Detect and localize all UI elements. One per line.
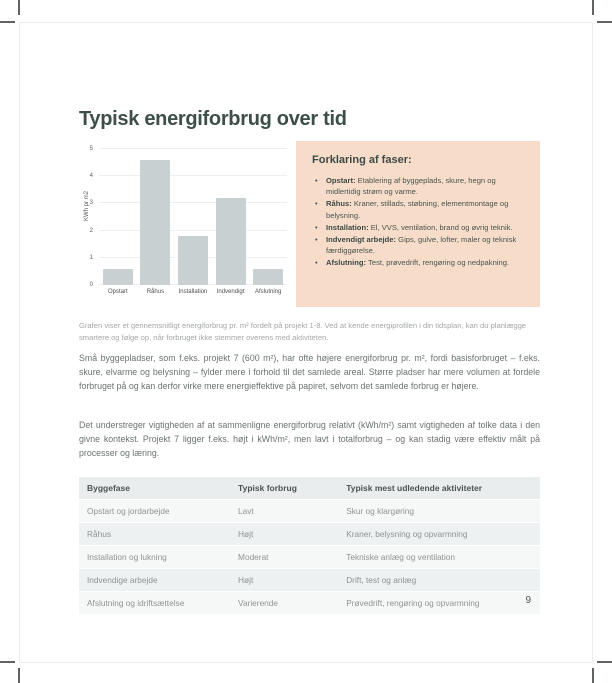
chart-plot <box>99 149 287 285</box>
table-cell: Skur og klargøring <box>338 500 540 522</box>
phase-list-item-label: Opstart: <box>326 176 356 185</box>
bar-slot <box>249 149 287 285</box>
chart-y-tick-label: 4 <box>89 173 93 180</box>
chart-gridline <box>99 202 287 203</box>
chart-y-tick-label: 2 <box>89 227 93 234</box>
table-cell: Kraner, belysning og opvarmning <box>338 523 540 545</box>
chart-y-tick-label: 3 <box>89 200 93 207</box>
chart-caption: Grafen viser et gennemsnitligt energiforbrug pr. m² fordelt på projekt 1-8. Ved at kende energiprofilen i din tidsplan, kan du planlægge smartere og følge op, når forbruget ikke stemmer overens med aktiviteten. <box>79 320 527 343</box>
explanation-box-title: Forklaring af faser: <box>312 154 412 166</box>
document-page <box>19 22 593 663</box>
bar-slot <box>174 149 212 285</box>
phase-list-item-label: Indvendigt arbejde: <box>326 235 397 245</box>
bar-slot <box>137 149 175 285</box>
chart-y-tick-label: 1 <box>89 254 93 261</box>
chart-y-tick-label: 0 <box>89 282 93 288</box>
page-number: 9 <box>525 595 531 606</box>
phase-table-head <box>79 477 540 499</box>
table-cell: Lavt <box>230 500 338 522</box>
phase-list-item: • Råhus: Kraner, stillads, støbning, elementmontage og belysning. <box>326 198 524 220</box>
crop-mark-top-right-horizontal <box>597 21 612 23</box>
bar-slot <box>99 149 137 285</box>
table-cell: Afslutning og idriftsættelse <box>79 592 230 614</box>
page-title: Typisk energiforbrug over tid <box>79 108 347 131</box>
table-cell: Råhus <box>79 523 230 545</box>
chart-bars <box>99 149 287 285</box>
table-column-header: Byggefase <box>79 477 230 499</box>
bar-råhus <box>140 160 170 285</box>
energy-bar-chart <box>79 141 291 307</box>
phase-list-item-label: Råhus: <box>326 199 352 209</box>
bar-afslutning <box>253 269 283 285</box>
phase-list-item: • Installation: El, VVS, ventilation, brand og øvrig teknik. <box>326 222 524 233</box>
phase-list-item: • Indvendigt arbejde: Gips, gulve, lofter, maler og teknisk færdiggørelse. <box>326 234 524 256</box>
table-cell: Prøvedrift, rengøring og opvarmning <box>338 592 540 614</box>
chart-x-tick-label: Råhus <box>146 289 165 295</box>
chart-y-tick-label: 5 <box>89 146 93 152</box>
chart-and-explanation-row <box>79 141 540 307</box>
table-column-header: Typisk forbrug <box>230 477 338 499</box>
body-paragraph-1: Små byggepladser, som f.eks. projekt 7 (600 m²), har ofte højere energiforbrug pr. m², fordi basisforbruget – f.eks. skure, elvarme og belysning – fylder mere i forhold til det samlede areal. Større pladser har mere volumen at fordele forbruget på og kan derfor virke mere energieffektive på papiret, selvom det samlede forbrug er højere. <box>79 353 540 392</box>
crop-mark-top-left-horizontal <box>0 21 15 23</box>
table-cell: Højt <box>230 523 338 545</box>
chart-x-tick-label: Opstart <box>107 289 128 295</box>
table-cell: Tekniske anlæg og ventilation <box>338 546 540 568</box>
phase-list-item: • Afslutning: Test, prøvedrift, rengøring og nedpakning. <box>326 257 524 268</box>
chart-y-ticks <box>83 146 95 288</box>
chart-x-tick-label: Installation <box>178 289 208 295</box>
crop-mark-top-right-vertical <box>592 0 594 15</box>
bar-opstart <box>103 269 133 285</box>
chart-x-tick-label: Indvendigt <box>216 289 245 295</box>
table-cell: Drift, test og anlæg <box>338 569 540 591</box>
chart-gridline <box>99 148 287 149</box>
crop-mark-bottom-left-horizontal <box>0 661 15 663</box>
chart-gridline <box>99 230 287 231</box>
phase-list-item: • Opstart: Etablering af byggeplads, skure, hegn og midlertidig strøm og varme. <box>326 175 524 197</box>
chart-gridline <box>99 175 287 176</box>
table-cell: Varierende <box>230 592 338 614</box>
body-paragraph-2: Det understreger vigtigheden af at sammenligne energiforbrug relativt (kWh/m²) samt vigtigheden af tolke data i den givne kontekst. Projekt 7 ligger f.eks. højt i kWh/m², men lavt i totalforbrug – og kan stadig være effektiv målt på processer og læring. <box>79 420 540 459</box>
chart-x-tick-label: Afslutning <box>254 289 282 295</box>
table-row <box>79 500 540 522</box>
table-header-row <box>79 477 540 499</box>
crop-mark-bottom-right-horizontal <box>597 661 612 663</box>
table-cell: Opstart og jordarbejde <box>79 500 230 522</box>
chart-y-axis-label: KWh pr m2 <box>84 190 91 222</box>
table-row <box>79 523 540 545</box>
crop-mark-bottom-left-vertical <box>18 668 20 683</box>
table-column-header: Typisk mest udledende aktiviteter <box>338 477 540 499</box>
bar-installation <box>178 236 208 285</box>
phase-explanation-box <box>296 141 540 307</box>
bar-indvendigt <box>216 198 246 285</box>
table-cell: Højt <box>230 569 338 591</box>
table-cell: Installation og lukning <box>79 546 230 568</box>
crop-mark-bottom-right-vertical <box>592 668 594 683</box>
table-cell: Moderat <box>230 546 338 568</box>
table-row <box>79 546 540 568</box>
crop-mark-top-left-vertical <box>18 0 20 15</box>
table-cell: Indvendige arbejde <box>79 569 230 591</box>
table-row <box>79 569 540 591</box>
phase-list <box>312 175 524 269</box>
chart-x-labels <box>99 289 287 295</box>
bar-slot <box>212 149 250 285</box>
phase-list-item-label: Installation: <box>326 222 369 232</box>
phase-list-item-label: Afslutning: <box>326 258 367 268</box>
